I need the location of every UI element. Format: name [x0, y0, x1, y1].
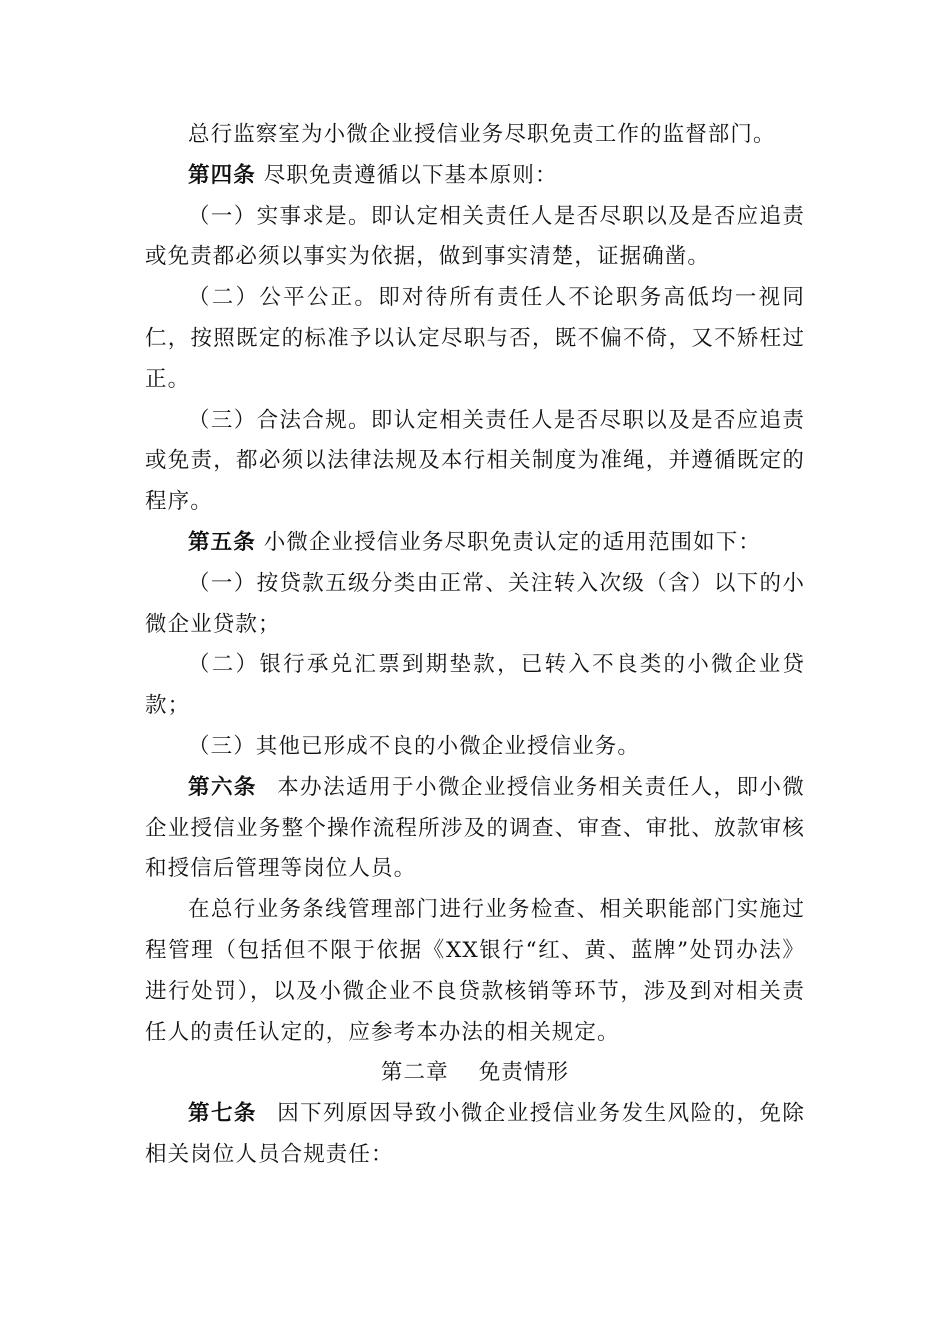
- article-label: 第六条: [188, 774, 257, 800]
- chapter-heading: [145, 1053, 805, 1094]
- scope-item-3: [145, 727, 805, 768]
- principle-1: [145, 197, 805, 279]
- article-6-reference: [145, 890, 805, 1053]
- paragraph-text: （二）银行承兑汇票到期垫款，已转入不良类的小微企业贷款；: [145, 652, 805, 719]
- paragraph-text: 总行监察室为小微企业授信业务尽职免责工作的监督部门。: [188, 122, 776, 147]
- article-6: [145, 768, 805, 890]
- paragraph-text: （一）按贷款五级分类由正常、关注转入次级（含）以下的小微企业贷款；: [145, 570, 805, 637]
- scope-item-1: [145, 564, 805, 646]
- article-label: 第七条: [188, 1101, 257, 1127]
- principle-3: [145, 401, 805, 523]
- paragraph-text: （三）合法合规。即认定相关责任人是否尽职以及是否应追责或免责，都必须以法律法规及本行相关制度为准绳，并遵循既定的程序。: [145, 407, 805, 515]
- paragraph-text: 本办法适用于小微企业授信业务相关责任人，即小微企业授信业务整个操作流程所涉及的调查、审查、审批、放款审核和授信后管理等岗位人员。: [145, 774, 805, 882]
- article-label: 第四条: [188, 162, 256, 188]
- article-7: [145, 1094, 805, 1176]
- article-label: 第五条: [188, 529, 256, 555]
- principle-2: [145, 278, 805, 400]
- paragraph-text: （二）公平公正。即对待所有责任人不论职务高低均一视同仁，按照既定的标准予以认定尽职与否，既不偏不倚，又不矫枉过正。: [145, 285, 805, 392]
- document-body: [145, 115, 805, 1176]
- paragraph-text: 因下列原因导致小微企业授信业务发生风险的，免除相关岗位人员合规责任：: [145, 1101, 805, 1167]
- paragraph-text: 在总行业务条线管理部门进行业务检查、相关职能部门实施过程管理（包括但不限于依据《XX银行“红、黄、蓝牌”处罚办法》进行处罚），以及小微企业不良贷款核销等环节，涉及到对相关责任人的责任认定的，应参考本办法的相关规定。: [145, 897, 805, 1045]
- article-5: [145, 523, 805, 564]
- paragraph-supervision: [145, 115, 805, 156]
- article-4: [145, 156, 805, 197]
- paragraph-text: （三）其他已形成不良的小微企业授信业务。: [188, 733, 641, 759]
- scope-item-2: [145, 645, 805, 727]
- paragraph-text: 小微企业授信业务尽职免责认定的适用范围如下：: [263, 529, 761, 555]
- chapter-number: 第二章: [380, 1060, 449, 1086]
- chapter-title: 免责情形: [478, 1060, 570, 1086]
- paragraph-text: 尽职免责遵循以下基本原则：: [263, 162, 558, 188]
- paragraph-text: （一）实事求是。即认定相关责任人是否尽职以及是否应追责或免责都必须以事实为依据，做到事实清楚，证据确凿。: [145, 203, 805, 270]
